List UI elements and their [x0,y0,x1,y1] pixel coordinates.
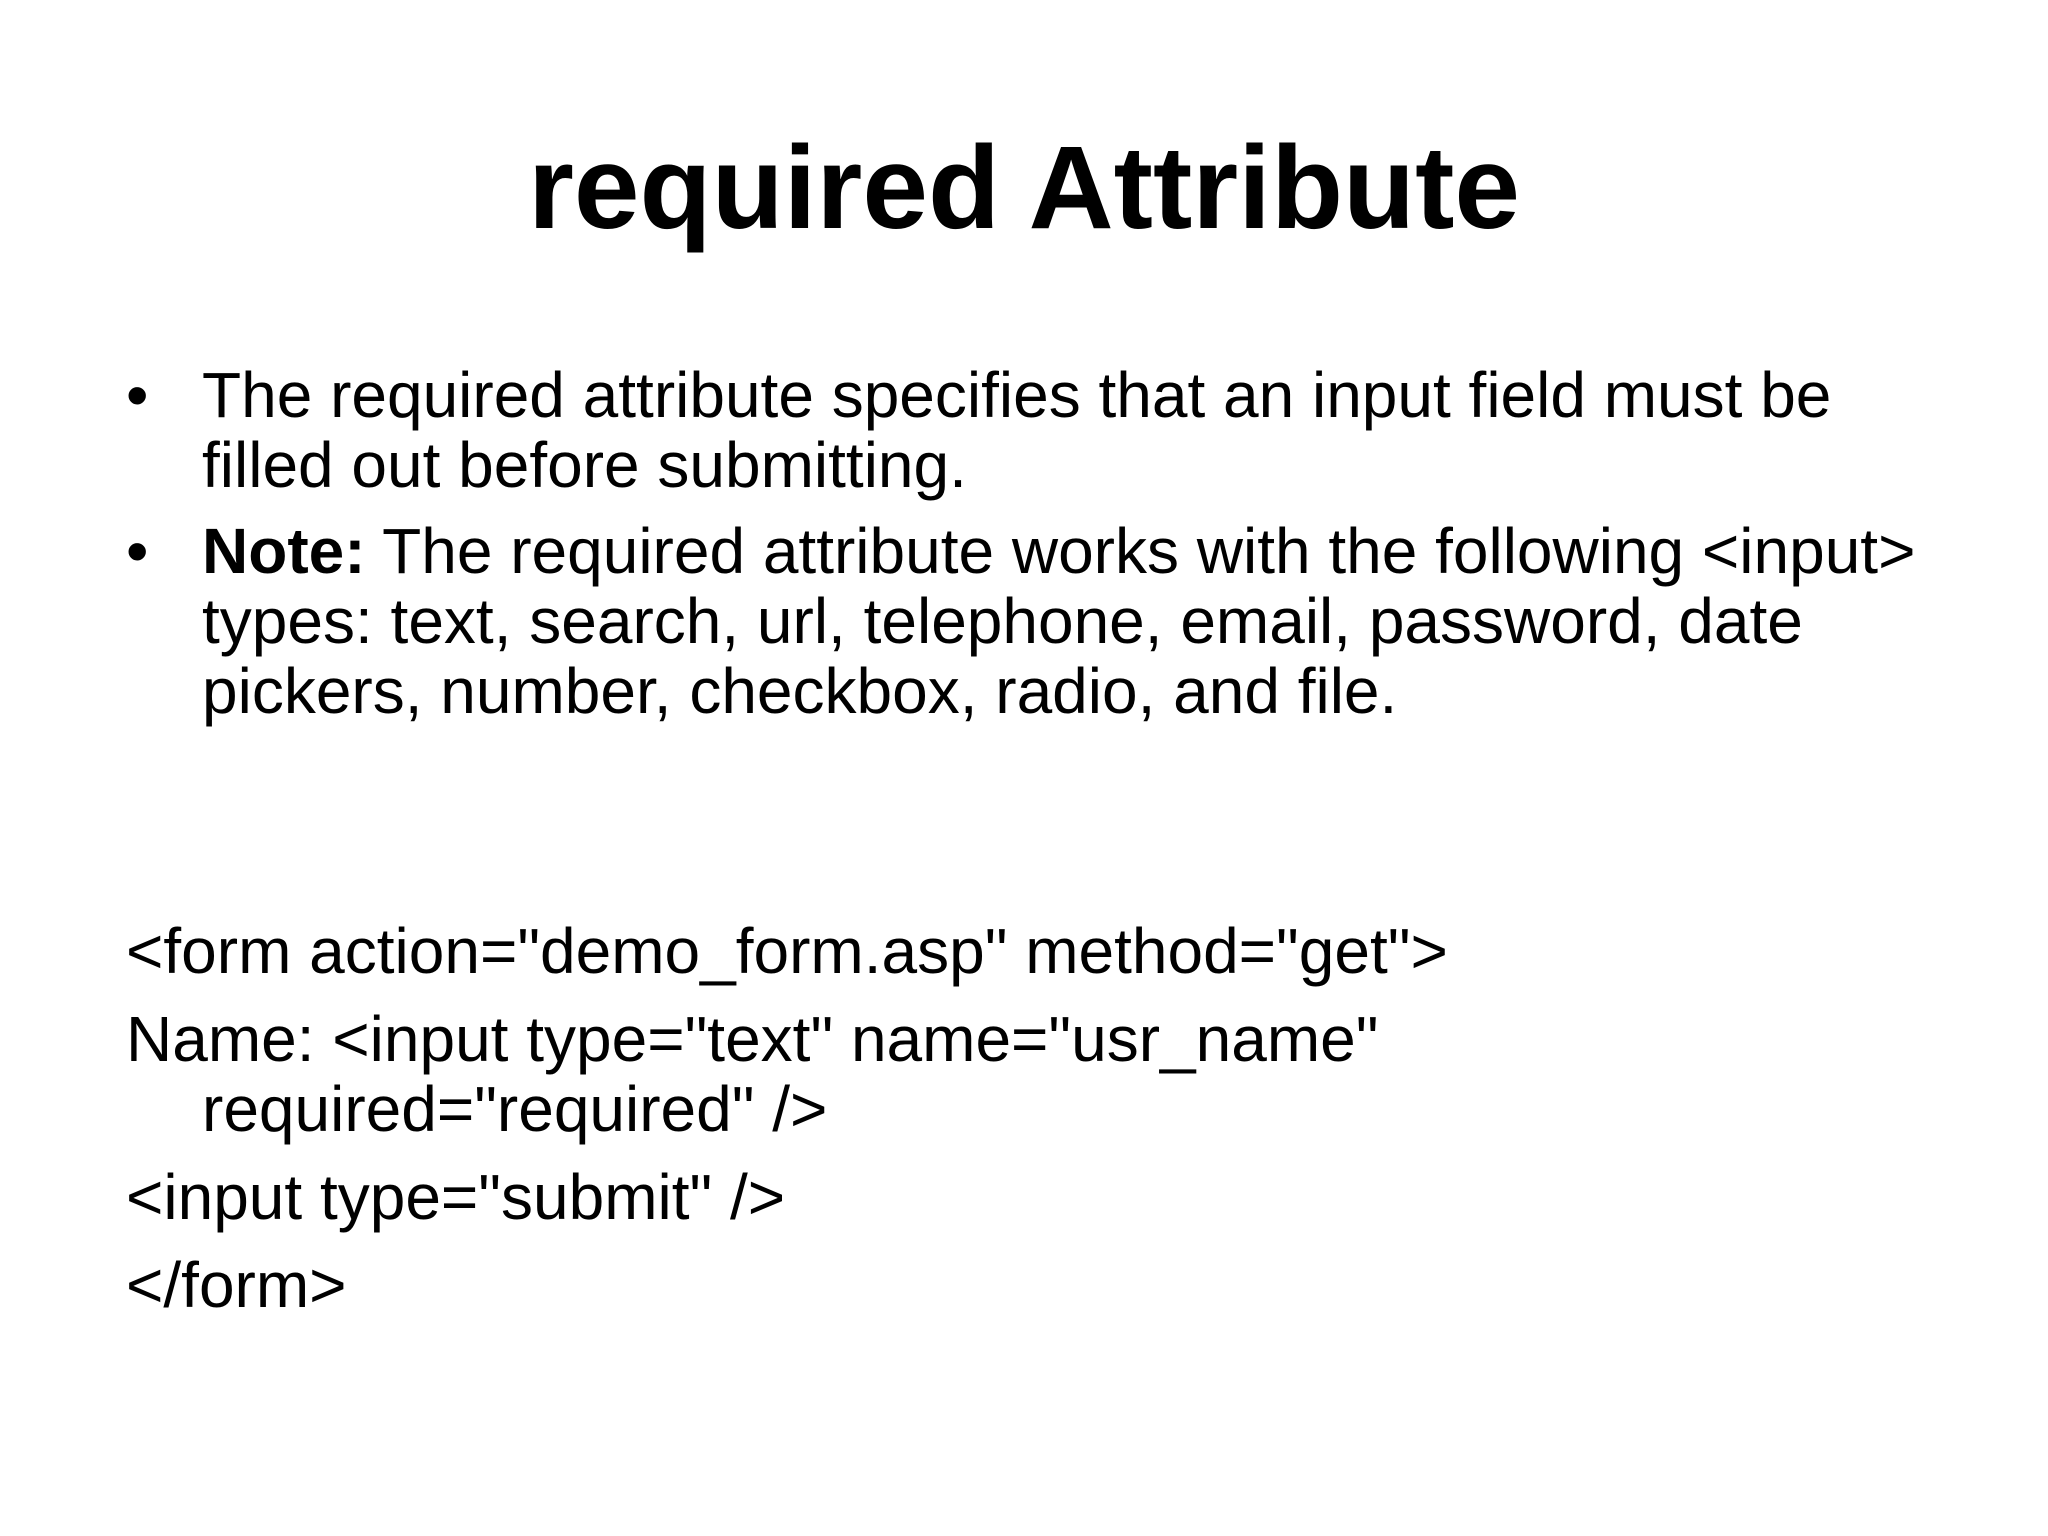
code-line: <form action="demo_form.asp" method="get"> [126,915,1448,987]
bullet-bold-prefix: Note: [202,515,366,587]
code-line: Name: <input type="text" name="usr_name" required="required" /> [126,1003,1397,1145]
bullet-dot-icon: • [126,359,149,431]
bullet-item [126,516,1962,726]
code-line: <input type="submit" /> [126,1161,786,1233]
slide-title: required Attribute [527,122,1521,254]
bullet-item [126,360,1962,500]
bullet-body: The required attribute works with the following <input> types: text, search, url, telephone, email, password, date pickers, number, checkbox, radio, and file. [202,515,1916,727]
code-line: </form> [126,1249,347,1321]
code-example [126,916,1926,1338]
bullet-dot-icon: • [126,515,149,587]
bullet-text [202,515,1915,727]
bullet-list [126,360,1926,742]
bullet-body: The required attribute specifies that an input field must be filled out before submitting. [202,359,1832,501]
bullet-text [202,359,1831,501]
